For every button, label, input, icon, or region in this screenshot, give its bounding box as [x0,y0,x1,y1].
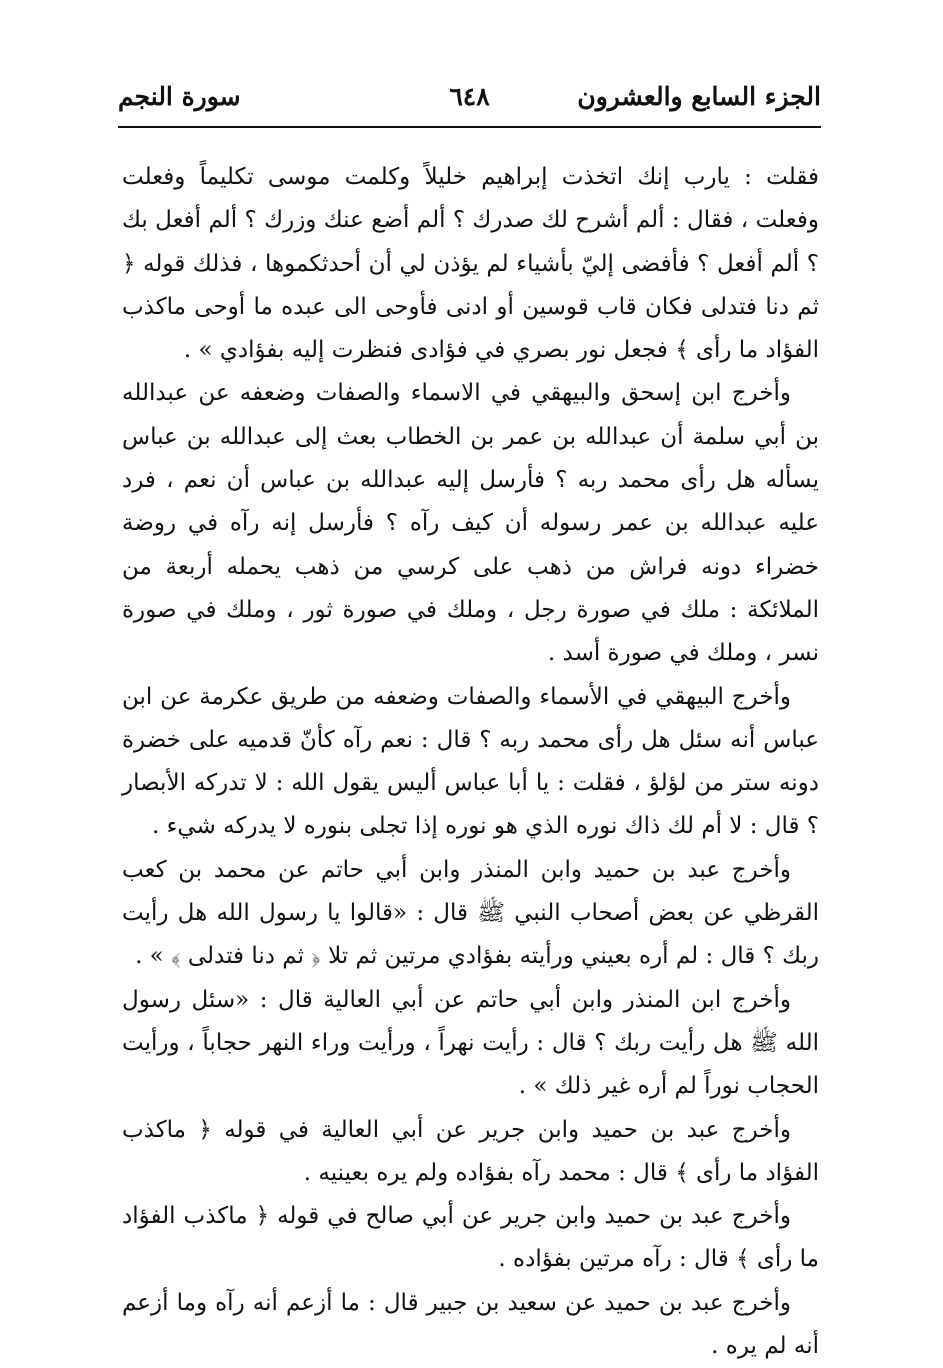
page-body [122,156,819,1368]
surah-title: سورة النجم [118,82,241,111]
paragraph-continuation: فقلت : يارب إنك اتخذت إبراهيم خليلاً وكلمت موسى تكليماً وفعلت وفعلت ، فقال : ألم أشرح لك صدرك ؟ ألم أضع عنك وزرك ؟ ألم أفعل بك ؟ ألم أفعل ؟ فأفضى إليّ بأشياء لم يؤذن لي أن أحدثكموها ، فذلك قوله ﴿ ثم دنا فتدلى فكان قاب قوسين أو ادنى فأوحى الى عبده ما أوحى ماكذب الفؤاد ما رأى ﴾ فجعل نور بصري في فؤادى فنظرت إليه بفؤادي » . [122,164,819,364]
page-number: ٦٤٨ [449,82,490,111]
paragraph: وأخرج ابن إسحق والبيهقي في الاسماء والصفات وضعفه عن عبدالله بن أبي سلمة أن عبدالله بن عمر بن الخطاب بعث إلى عبدالله بن عباس يسأله هل رأى محمد ربه ؟ فأرسل إليه عبدالله بن عباس أن نعم ، فرد عليه عبدالله بن عمر رسوله أن كيف رآه ؟ فأرسل إنه رآه في روضة خضراء دونه فراش من ذهب على كرسي من ذهب يحمله أربعة من الملائكة : ملك في صورة رجل ، وملك في صورة ثور ، وملك في صورة نسر ، وملك في صورة أسد . [122,380,819,667]
paragraph: وأخرج البيهقي في الأسماء والصفات وضعفه من طريق عكرمة عن ابن عباس أنه سئل هل رأى محمد ربه ؟ قال : نعم رآه كأنّ قدميه على خضرة دونه ستر من لؤلؤ ، فقلت : يا أبا عباس أليس يقول الله : لا تدركه الأبصار ؟ قال : لا أم لك ذاك نوره الذي هو نوره إذا تجلى بنوره لا يدركه شيء . [122,683,819,840]
part-title: الجزء السابع والعشرون [577,82,821,111]
page-header [118,82,821,124]
paragraph: وأخرج عبد بن حميد وابن جرير عن أبي العالية في قوله ﴿ ماكذب الفؤاد ما رأى ﴾ قال : محمد رآه بفؤاده ولم يره بعينيه . [122,1116,819,1186]
paragraph: وأخرج عبد بن حميد عن سعيد بن جبير قال : ما أزعم أنه رآه وما أزعم أنه لم يره . [122,1289,819,1360]
paragraph: وأخرج ابن المنذر وابن أبي حاتم عن أبي العالية قال : «سئل رسول الله ﷺ هل رأيت ربك ؟ قال : رأيت نهراً ، ورأيت وراء النهر حجاباً ، ورأيت الحجاب نوراً لم أره غير ذلك » . [122,986,819,1100]
paragraph: وأخرج عبد بن حميد وابن جرير عن أبي صالح في قوله ﴿ ماكذب الفؤاد ما رأى ﴾ قال : رآه مرتين بفؤاده . [122,1203,819,1273]
header-divider [118,126,821,128]
paragraph: وأخرج عبد بن حميد وابن المنذر وابن أبي حاتم عن محمد بن كعب القرظي عن بعض أصحاب النبي ﷺ قال : «قالوا يا رسول الله هل رأيت ربك ؟ قال : لم أره بعيني ورأيته بفؤادي مرتين ثم تلا ﴿ ثم دنا فتدلى ﴾ » . [122,856,819,970]
